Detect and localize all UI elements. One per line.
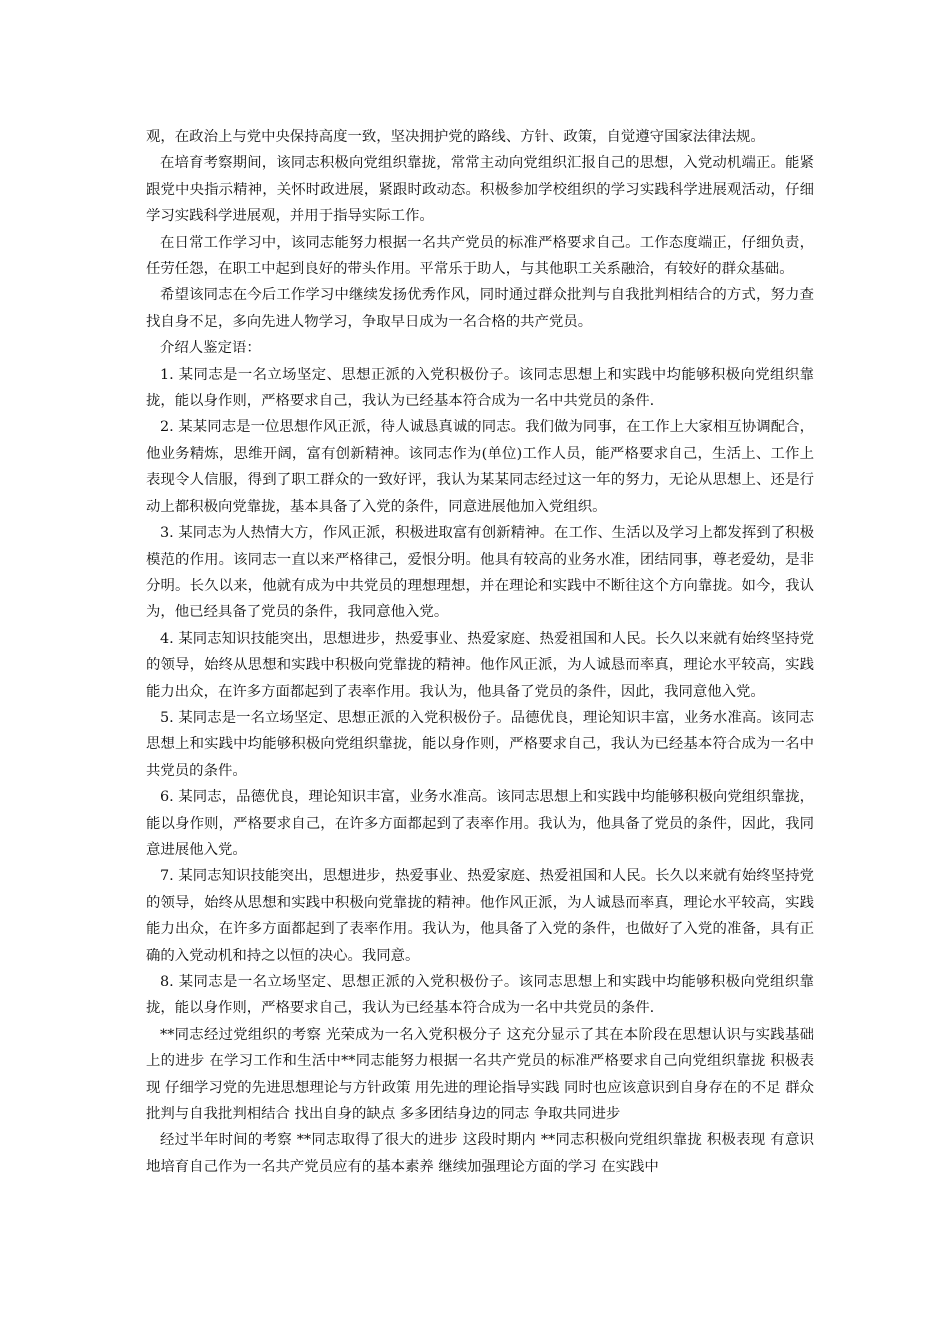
section-heading: 介绍人鉴定语： — [160, 340, 261, 357]
paragraph: 在日常工作学习中，该同志能努力根据一名共产党员的标准严格要求自己。工作态度端正，仔细负责，任劳任怨，在职工中起到良好的带头作用。平常乐于助人，与其他职工关系融洽，有较好的群众基础。 — [146, 234, 814, 278]
list-item: 8. 某同志是一名立场坚定、思想正派的入党积极份子。该同志思想上和实践中均能够积极向党组织靠拢，能以身作则，严格要求自己，我认为已经基本符合成为一名中共党员的条件. — [146, 974, 814, 1017]
list-item: 4. 某同志知识技能突出，思想进步，热爱事业、热爱家庭、热爱祖国和人民。长久以来就有始终坚持党的领导，始终从思想和实践中积极向党靠拢的精神。他作风正派，为人诚恳而率真，理论水平较高，实践能力出众，在许多方面都起到了表率作用。我认为，他具备了党员的条件，因此，我同意他入党。 — [146, 630, 814, 700]
list-item: 5. 某同志是一名立场坚定、思想正派的入党积极份子。品德优良，理论知识丰富，业务水准高。该同志思想上和实践中均能够积极向党组织靠拢，能以身作则，严格要求自己，我认为已经基本符合成为一名中共党员的条件。 — [146, 709, 814, 779]
list-item: 2. 某某同志是一位思想作风正派，待人诚恳真诚的同志。我们做为同事，在工作上大家相互协调配合，他业务精炼，思维开阔，富有创新精神。该同志作为(单位)工作人员，能严格要求自己，生活上、工作上表现令人信服，得到了职工群众的一致好评，我认为某某同志经过这一年的努力，无论从思想上、还是行动上都积极向党靠拢，基本具备了入党的条件，同意进展他加入党组织。 — [146, 419, 814, 515]
list-item: 7. 某同志知识技能突出，思想进步，热爱事业、热爱家庭、热爱祖国和人民。长久以来就有始终坚持党的领导，始终从思想和实践中积极向党靠拢的精神。他作风正派，为人诚恳而率真，理论水平较高，实践能力出众，在许多方面都起到了表率作用。我认为，他具备了入党的条件，也做好了入党的准备，具有正确的入党动机和持之以恒的决心。我同意。 — [146, 868, 814, 964]
list-item: 1. 某同志是一名立场坚定、思想正派的入党积极份子。该同志思想上和实践中均能够积极向党组织靠拢，能以身作则，严格要求自己，我认为已经基本符合成为一名中共党员的条件. — [146, 366, 814, 410]
list-item: 6. 某同志，品德优良，理论知识丰富，业务水准高。该同志思想上和实践中均能够积极向党组织靠拢，能以身作则，严格要求自己，在许多方面都起到了表率作用。我认为，他具备了党员的条件，因此，我同意进展他入党。 — [146, 789, 814, 858]
paragraph: **同志经过党组织的考察 光荣成为一名入党积极分子 这充分显示了其在本阶段在思想认识与实践基础上的进步 在学习工作和生活中**同志能努力根据一名共产党员的标准严格要求自己向党组织靠拢 积极表现 仔细学习党的先进思想理论与方针政策 用先进的理论指导实践 同时也应该意识到自身存在的不足 群众批判与自我批判相结合 找出自身的缺点 多多团结身边的同志 争取共同进步 — [146, 1026, 814, 1123]
document-page — [146, 124, 814, 1180]
paragraph: 观，在政治上与党中央保持高度一致，坚决拥护党的路线、方针、政策，自觉遵守国家法律法规。 — [146, 129, 765, 145]
list-item: 3. 某同志为人热情大方，作风正派，积极进取富有创新精神。在工作、生活以及学习上都发挥到了积极模范的作用。该同志一直以来严格律己，爱恨分明。他具有较高的业务水准，团结同事，尊老爱幼，是非分明。长久以来，他就有成为中共党员的理想理想，并在理论和实践中不断往这个方向靠拢。如今，我认为，他已经具备了党员的条件，我同意他入党。 — [146, 525, 814, 621]
paragraph: 经过半年时间的考察 **同志取得了很大的进步 这段时期内 **同志积极向党组织靠拢 积极表现 有意识地培育自己作为一名共产党员应有的基本素养 继续加强理论方面的学习 在实践中 — [146, 1132, 814, 1175]
paragraph: 希望该同志在今后工作学习中继续发扬优秀作风，同时通过群众批判与自我批判相结合的方式，努力查找自身不足，多向先进人物学习，争取早日成为一名合格的共产党员。 — [146, 287, 814, 330]
paragraph: 在培育考察期间，该同志积极向党组织靠拢，常常主动向党组织汇报自己的思想，入党动机端正。能紧跟党中央指示精神，关怀时政进展，紧跟时政动态。积极参加学校组织的学习实践科学进展观活动，仔细学习实践科学进展观，并用于指导实际工作。 — [146, 155, 814, 225]
